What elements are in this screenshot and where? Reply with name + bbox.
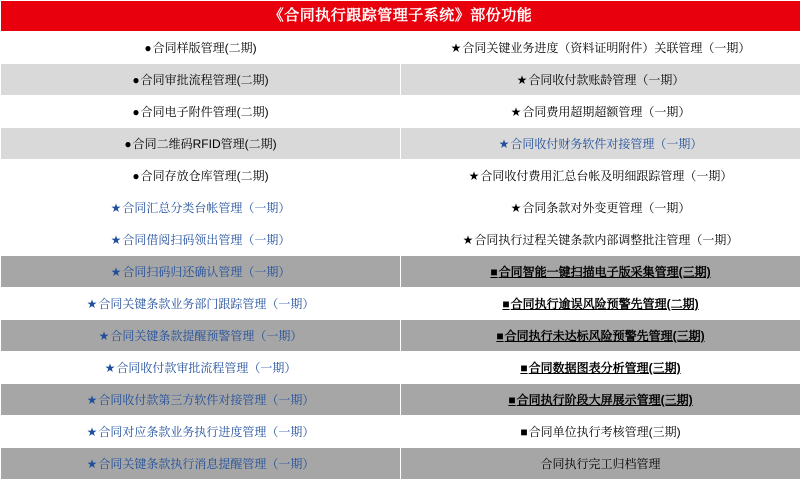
function-label: ★ 合同费用超期超额管理（一期） bbox=[511, 103, 691, 120]
function-cell-right[interactable] bbox=[401, 128, 800, 160]
function-label: ■ 合同执行未达标风险预警先管理(三期) bbox=[496, 327, 704, 344]
function-cell-left[interactable] bbox=[1, 128, 401, 160]
table-row bbox=[1, 64, 800, 96]
function-cell-right[interactable] bbox=[401, 288, 800, 320]
function-cell-left[interactable] bbox=[1, 224, 401, 256]
table-row bbox=[1, 224, 800, 256]
table-row bbox=[1, 384, 800, 416]
function-label: ★ 合同收付款审批流程管理（一期） bbox=[105, 359, 297, 376]
function-label: ★ 合同借阅扫码领出管理（一期） bbox=[111, 231, 291, 248]
function-label: ● 合同样版管理(二期) bbox=[144, 39, 256, 56]
function-cell-left[interactable] bbox=[1, 192, 401, 224]
function-cell-left[interactable] bbox=[1, 64, 401, 96]
function-label: ● 合同电子附件管理(二期) bbox=[132, 103, 268, 120]
table-row bbox=[1, 160, 800, 192]
function-label: ★ 合同执行过程关键条款内部调整批注管理（一期） bbox=[463, 231, 739, 248]
function-label: ★ 合同收付款账龄管理（一期） bbox=[517, 71, 685, 88]
function-label: ■ 合同单位执行考核管理(三期) bbox=[520, 423, 680, 440]
function-label: ■ 合同数据图表分析管理(三期) bbox=[520, 359, 680, 376]
function-label: ★ 合同收付财务软件对接管理（一期） bbox=[499, 135, 703, 152]
function-cell-left[interactable] bbox=[1, 384, 401, 416]
function-label: ★ 合同关键条款执行消息提醒管理（一期） bbox=[87, 455, 315, 472]
function-cell-left[interactable] bbox=[1, 288, 401, 320]
function-cell-right[interactable] bbox=[401, 32, 800, 64]
function-cell-right[interactable] bbox=[401, 320, 800, 352]
function-label: 合同执行完工归档管理 bbox=[540, 457, 661, 471]
function-label: ● 合同存放仓库管理(二期) bbox=[132, 167, 268, 184]
function-cell-right[interactable] bbox=[401, 160, 800, 192]
function-label: ● 合同二维码RFID管理(二期) bbox=[124, 135, 276, 152]
function-label: ★ 合同关键条款业务部门跟踪管理（一期） bbox=[87, 295, 315, 312]
function-cell-right[interactable] bbox=[401, 96, 800, 128]
function-label: ★ 合同收付费用汇总台帐及明细跟踪管理（一期） bbox=[469, 167, 733, 184]
function-cell-right[interactable] bbox=[401, 64, 800, 96]
function-cell-left[interactable] bbox=[1, 448, 401, 480]
function-cell-right[interactable] bbox=[401, 352, 800, 384]
table-body bbox=[1, 1, 800, 480]
function-label: ■ 合同执行阶段大屏展示管理(三期) bbox=[508, 391, 692, 408]
function-cell-left[interactable] bbox=[1, 352, 401, 384]
function-label: ★ 合同关键条款提醒预警管理（一期） bbox=[99, 327, 303, 344]
function-cell-right[interactable] bbox=[401, 192, 800, 224]
table-row bbox=[1, 288, 800, 320]
table-row bbox=[1, 192, 800, 224]
table-row bbox=[1, 416, 800, 448]
title-row bbox=[1, 1, 800, 32]
table-row bbox=[1, 320, 800, 352]
table-row bbox=[1, 448, 800, 480]
function-label: ★ 合同收付款第三方软件对接管理（一期） bbox=[87, 391, 315, 408]
function-label: ★ 合同对应条款业务执行进度管理（一期） bbox=[87, 423, 315, 440]
function-label: ★ 合同汇总分类台帐管理（一期） bbox=[111, 199, 291, 216]
function-cell-left[interactable] bbox=[1, 256, 401, 288]
function-cell-left[interactable] bbox=[1, 320, 401, 352]
function-label: ● 合同审批流程管理(二期) bbox=[132, 71, 268, 88]
function-cell-left[interactable] bbox=[1, 96, 401, 128]
function-cell-left[interactable] bbox=[1, 160, 401, 192]
function-cell-right[interactable] bbox=[401, 384, 800, 416]
function-label: ■ 合同智能一键扫描电子版采集管理(三期) bbox=[490, 263, 710, 280]
table-row bbox=[1, 32, 800, 64]
function-cell-right[interactable] bbox=[401, 256, 800, 288]
function-label: ★ 合同扫码归还确认管理（一期） bbox=[111, 263, 291, 280]
function-label: ★ 合同条款对外变更管理（一期） bbox=[511, 199, 691, 216]
function-cell-right[interactable] bbox=[401, 224, 800, 256]
function-label: ■ 合同执行逾误风险预警先管理(二期) bbox=[502, 295, 698, 312]
table-row bbox=[1, 128, 800, 160]
function-cell-right[interactable] bbox=[401, 448, 800, 480]
page-title: 《合同执行跟踪管理子系统》部份功能 bbox=[1, 1, 800, 32]
table-row bbox=[1, 352, 800, 384]
function-cell-left[interactable] bbox=[1, 416, 401, 448]
function-cell-right[interactable] bbox=[401, 416, 800, 448]
table-row bbox=[1, 96, 800, 128]
table-row bbox=[1, 256, 800, 288]
function-cell-left[interactable] bbox=[1, 32, 401, 64]
function-label: ★ 合同关键业务进度（资料证明附件）关联管理（一期） bbox=[451, 39, 751, 56]
